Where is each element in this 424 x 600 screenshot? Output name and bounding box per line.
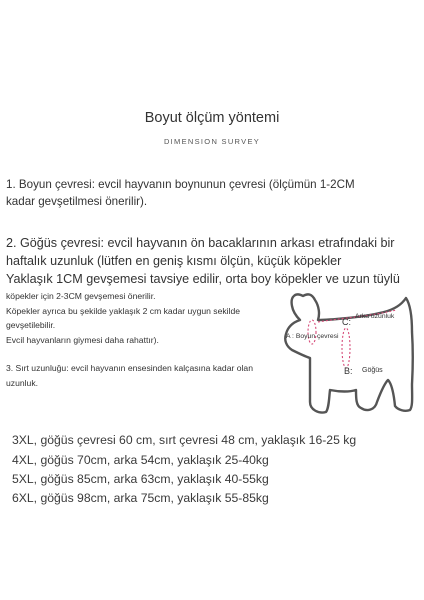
page-subtitle: DIMENSION SURVEY xyxy=(163,137,261,146)
size-row: 5XL, göğüs 85cm, arka 63cm, yaklaşık 40-55kg xyxy=(12,472,269,486)
size-row: 4XL, göğüs 70cm, arka 54cm, yaklaşık 25-40kg xyxy=(12,453,269,467)
label-c-text: Arka uzunluk xyxy=(355,313,395,320)
size-row: 6XL, göğüs 98cm, arka 75cm, yaklaşık 55-85kg xyxy=(12,491,269,505)
chest-note-line: gevşetilebilir. xyxy=(6,320,56,330)
chest-text-line: Yaklaşık 1CM gevşemesi tavsiye edilir, orta boy köpekler ve uzun tüylü xyxy=(6,272,400,286)
dog-measurement-diagram xyxy=(256,288,424,416)
neck-measure-line xyxy=(308,320,316,344)
label-b: B: xyxy=(344,366,353,376)
back-text-line: uzunluk. xyxy=(6,378,39,388)
chest-note-line: Evcil hayvanların giymesi daha rahattır). xyxy=(6,335,159,345)
label-b-text: Göğüs xyxy=(362,367,383,374)
size-row: 3XL, göğüs çevresi 60 cm, sırt çevresi 48 cm, yaklaşık 16-25 kg xyxy=(12,433,357,447)
page-title: Boyut ölçüm yöntemi xyxy=(144,110,280,126)
label-a: A : Boyun çevresi xyxy=(286,333,339,340)
neck-text-line: kadar gevşetilmesi önerilir). xyxy=(6,195,148,208)
chest-note-line: Köpekler ayrıca bu şekilde yaklaşık 2 cm kadar uygun sekilde xyxy=(6,306,241,316)
chest-note-line: köpekler için 2-3CM gevşemesi önerilir. xyxy=(6,291,156,301)
label-c: C: xyxy=(342,317,351,327)
back-text-line: 3. Sırt uzunluğu: evcil hayvanın ensesinden kalçasına kadar olan xyxy=(6,363,253,373)
chest-text-line: 2. Göğüs çevresi: evcil hayvanın ön bacaklarının arkası etrafındaki bir xyxy=(6,236,395,250)
chest-text-line: haftalık uzunluk (lütfen en geniş kısmı ölçün, küçük köpekler xyxy=(6,254,342,268)
chest-measure-line xyxy=(342,328,350,368)
neck-text-line: 1. Boyun çevresi: evcil hayvanın boynunun çevresi (ölçümün 1-2CM xyxy=(6,178,355,191)
